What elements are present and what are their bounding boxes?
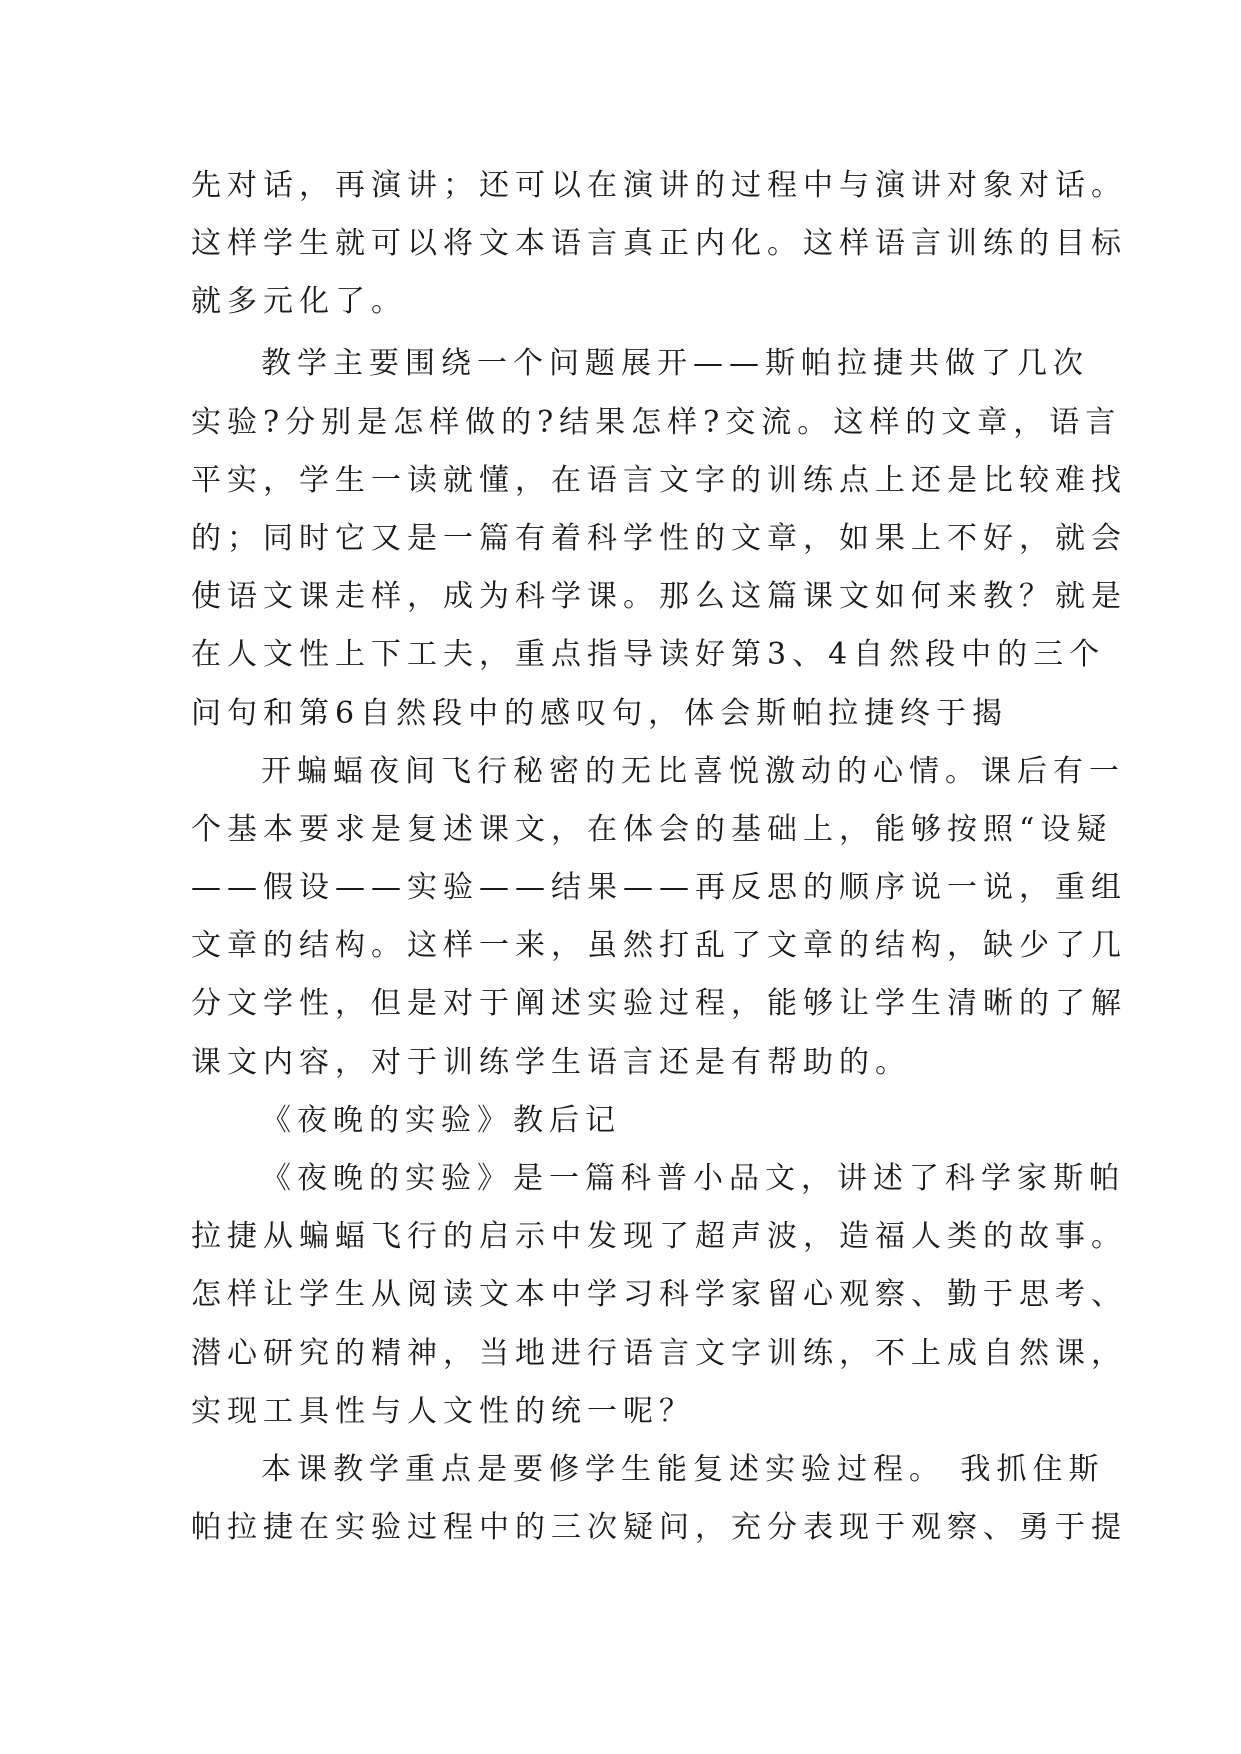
- text-line: 实验?分别是怎样做的?结果怎样?交流。这样的文章，语言: [191, 404, 1122, 440]
- body-text: [191, 160, 1127, 1560]
- text-line: 这样学生就可以将文本语言真正内化。这样语言训练的目标: [191, 226, 1127, 262]
- text-line: 就多元化了。: [191, 284, 407, 320]
- text-line: 问句和第6自然段中的感叹句，体会斯帕拉捷终于揭: [191, 695, 1009, 731]
- paragraph-start-line: 《夜晚的实验》是一篇科普小品文，讲述了科学家斯帕: [261, 1161, 1125, 1196]
- text-line: 潜心研究的精神，当地进行语言文字训练，不上成自然课，: [191, 1335, 1127, 1371]
- paragraph-start-line: 本课教学重点是要修学生能复述实验过程。 我抓住斯: [261, 1451, 1105, 1487]
- text-line: 在人文性上下工夫，重点指导读好第3、4自然段中的三个: [191, 637, 1106, 673]
- text-line: 使语文课走样，成为科学课。那么这篇课文如何来教？就是: [191, 579, 1127, 615]
- text-line: 分文学性，但是对于阐述实验过程，能够让学生清晰的了解: [191, 986, 1127, 1022]
- text-line: 课文内容，对于训练学生语言还是有帮助的。: [191, 1044, 911, 1080]
- text-line: 文章的结构。这样一来，虽然打乱了文章的结构，缺少了几: [191, 928, 1127, 964]
- text-line: 帕拉捷在实验过程中的三次疑问，充分表现于观察、勇于提: [191, 1510, 1127, 1546]
- text-line: 个基本要求是复述课文，在体会的基础上，能够按照“设疑: [191, 811, 1113, 847]
- text-line: 的；同时它又是一篇有着科学性的文章，如果上不好，就会: [191, 520, 1127, 556]
- text-line: 平实，学生一读就懂，在语言文字的训练点上还是比较难找: [191, 462, 1127, 498]
- section-heading: 《夜晚的实验》教后记: [261, 1102, 621, 1138]
- text-line: ——假设——实验——结果——再反思的顺序说一说，重组: [191, 870, 1127, 906]
- text-line: 先对话，再演讲；还可以在演讲的过程中与演讲对象对话。: [191, 168, 1127, 203]
- text-line: 怎样让学生从阅读文本中学习科学家留心观察、勤于思考、: [191, 1277, 1127, 1313]
- text-line: 拉捷从蝙蝠飞行的启示中发现了超声波，造福人类的故事。: [191, 1219, 1127, 1255]
- text-line: 实现工具性与人文性的统一呢？: [191, 1393, 695, 1429]
- paragraph-start-line: 教学主要围绕一个问题展开——斯帕拉捷共做了几次: [261, 346, 1089, 382]
- paragraph-start-line: 开蝙蝠夜间飞行秘密的无比喜悦激动的心情。课后有一: [261, 753, 1125, 789]
